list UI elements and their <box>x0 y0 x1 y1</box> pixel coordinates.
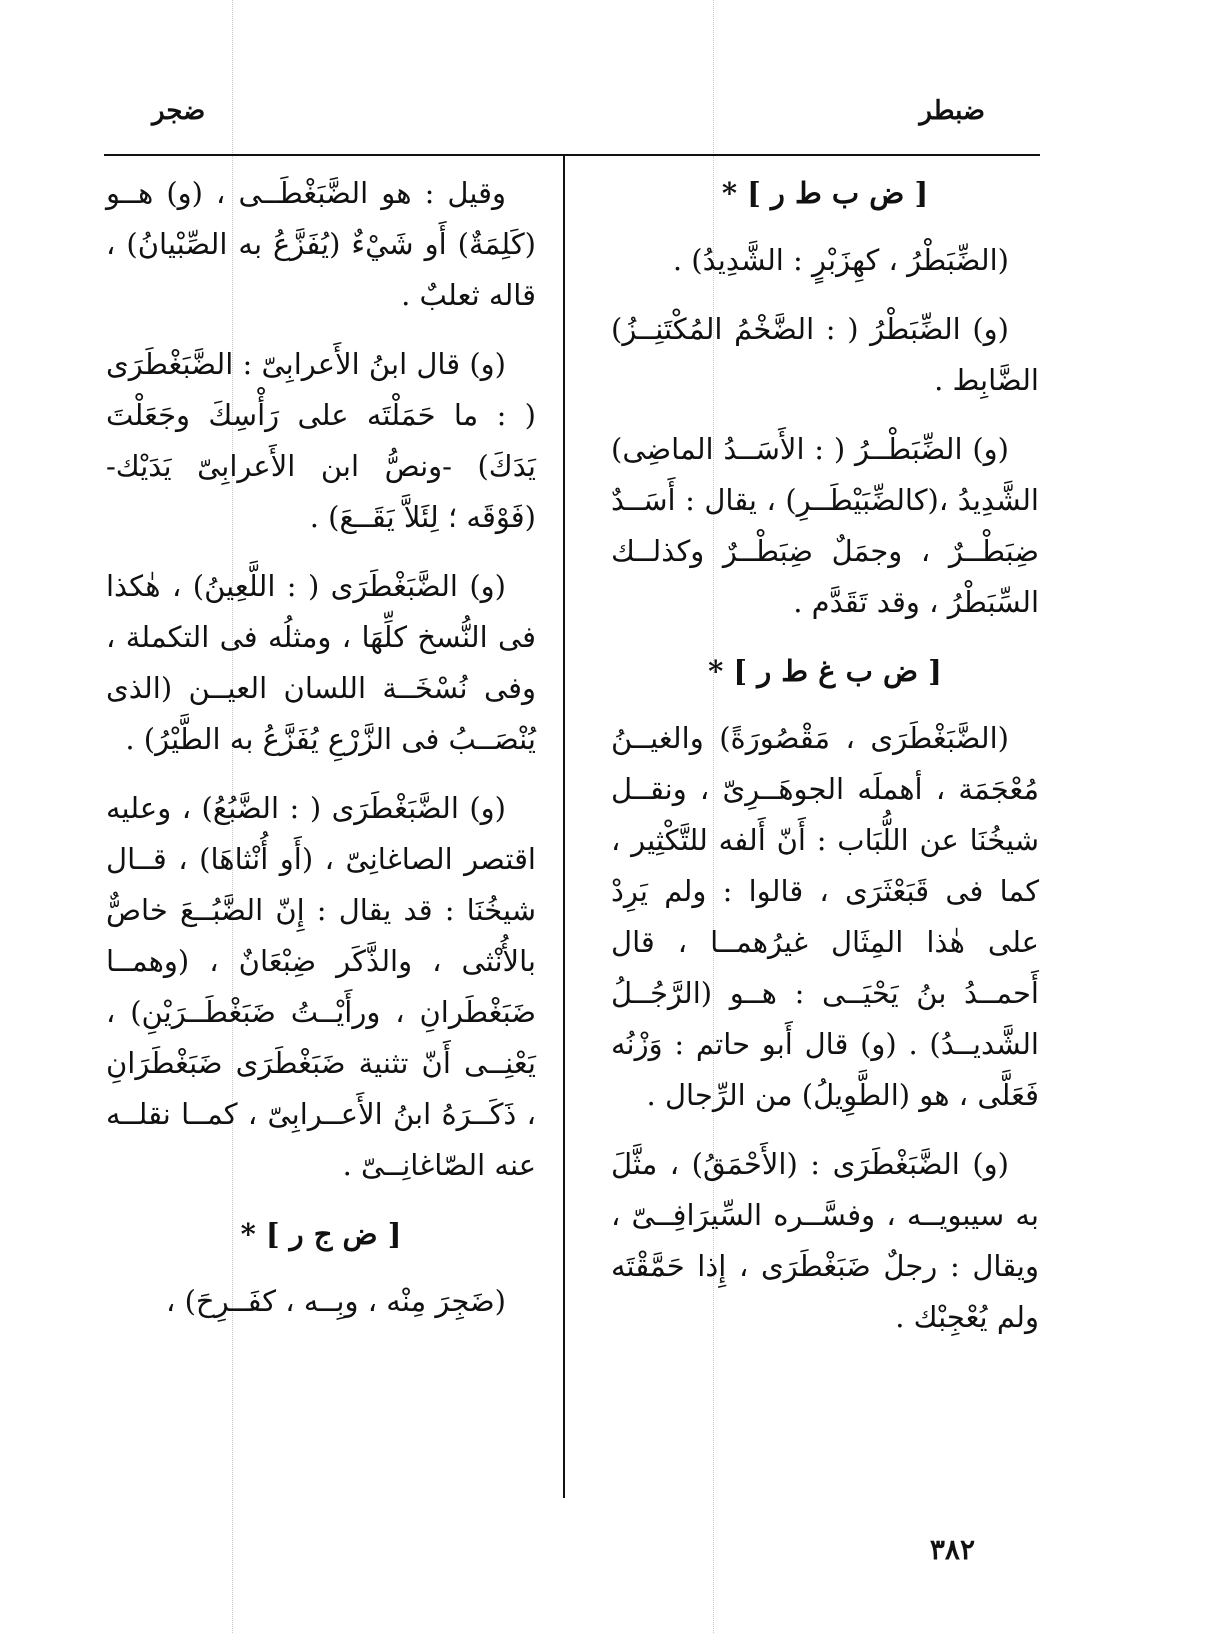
entry-paragraph: (و) الضَّبَغْطَرَى ( : اللَّعِينُ) ، هٰكذا فى النُّسخ كلِّهَا ، ومثلُه فى التكملة ، وفى نُسْخَــة اللسان العيــن (الذى يُنْصَــبُ فى الزَّرْعِ يُفَزَّعُ به الطَّيْرُ) . <box>106 569 536 756</box>
left-column <box>106 168 536 1345</box>
entry-paragraph: (الضَّبَغْطَرَى ، مَقْصُورَةً) والغيــنُ مُعْجَمَة ، أهملَه الجوهَــرِىّ ، ونقــل شيخُنَا عن اللُّبَاب : أَنّ أَلفه للتَّكْثِير ، كما فى قَبَعْثَرَى ، قالوا : ولم يَرِدْ على هٰذا المِثَال غيرُهمــا ، قال أَحمــدُ بنُ يَحْيَــى : هــو (الرَّجُــلُ الشَّديــدُ) . (و) قال أَبو حاتم : وَزْنُه فَعَلَّى ، هو (الطَّوِيلُ) من الرِّجال . <box>611 721 1039 1112</box>
entry-paragraph: (ضَجِرَ مِنْه ، وبِــه ، كفَــرِحَ) ، <box>166 1284 506 1318</box>
entry-paragraph: (و) الضِّبَطْــرُ ( : الأَسَــدُ الماضِى) الشَّدِيدُ ،(كالضِّبَيْطَــرِ) ، يقال : أَسَــدٌ ضِبَطْــرٌ ، وجمَلٌ ضِبَطْــرٌ وكذلــك السِّبَطْرُ ، وقد تَقَدَّم . <box>611 432 1039 619</box>
entry-paragraph: (و) قال ابنُ الأَعرابِىّ : الضَّبَغْطَرَى ( : ما حَمَلْتَه على رَأْسِكَ وجَعَلْتَ يَدَكَ) -ونصُّ ابن الأَعرابِىّ يَدَيْك- (فَوْقَه ؛ لِئَلاَّ يَقَــعَ) . <box>106 347 536 534</box>
running-head-left: ضجر <box>152 96 206 126</box>
right-column <box>611 168 1039 1361</box>
entry-heading-djr: [ ض ج ر ] * <box>240 1217 402 1251</box>
entry-heading-dbghtr: [ ض ب غ ط ر ] * <box>708 654 942 688</box>
running-head-right: ضبطر <box>919 96 985 126</box>
entry-paragraph: (الضِّبَطْرُ ، كهِزَبْرٍ : الشَّدِيدُ) . <box>672 243 1009 277</box>
entry-paragraph: (و) الضَّبَغْطَرَى : (الأَحْمَقُ) ، مثَّلَ به سيبويــه ، وفسَّــره السِّيرَافِــىّ ، ويقال : رجلٌ ضَبَغْطَرَى ، إِذا حَمَّقْتَه ولم يُعْجِبْك . <box>611 1147 1039 1334</box>
page-number: ٣٨٢ <box>929 1533 975 1566</box>
entry-heading-dbtr: [ ض ب ط ر ] * <box>721 176 929 210</box>
entry-paragraph: وقيل : هو الضَّبَغْطَــى ، (و) هــو (كَلِمَةٌ) أَو شَيْءٌ (يُفَزَّعُ به الصِّبْيانُ) ، قاله ثعلبٌ . <box>106 176 536 312</box>
entry-paragraph: (و) الضِّبَطْرُ ( : الضَّخْمُ المُكْتَنِــزُ) الضَّابِط . <box>611 312 1039 397</box>
header-rule <box>104 154 1040 156</box>
entry-paragraph: (و) الضَّبَغْطَرَى ( : الضَّبُعُ) ، وعليه اقتصر الصاغانِىّ ، (أَو أُنْثاهَا) ، قــال شيخُنَا : قد يقال : إِنّ الضَّبُــعَ خاصٌّ بالأُنْثى ، والذَّكَر ضِبْعَانٌ ، (وهمــا ضَبَغْطَرانِ ، ورأَيْــتُ ضَبَغْطَــرَيْنِ) ، يَعْنِــى أَنّ تثنية ضَبَغْطَرَى ضَبَغْطَرَانِ ، ذَكَــرَهُ ابنُ الأَعــرابِىّ ، كمــا نقلــه عنه الصّاغانِــىّ . <box>106 791 536 1182</box>
column-divider <box>563 154 565 1498</box>
